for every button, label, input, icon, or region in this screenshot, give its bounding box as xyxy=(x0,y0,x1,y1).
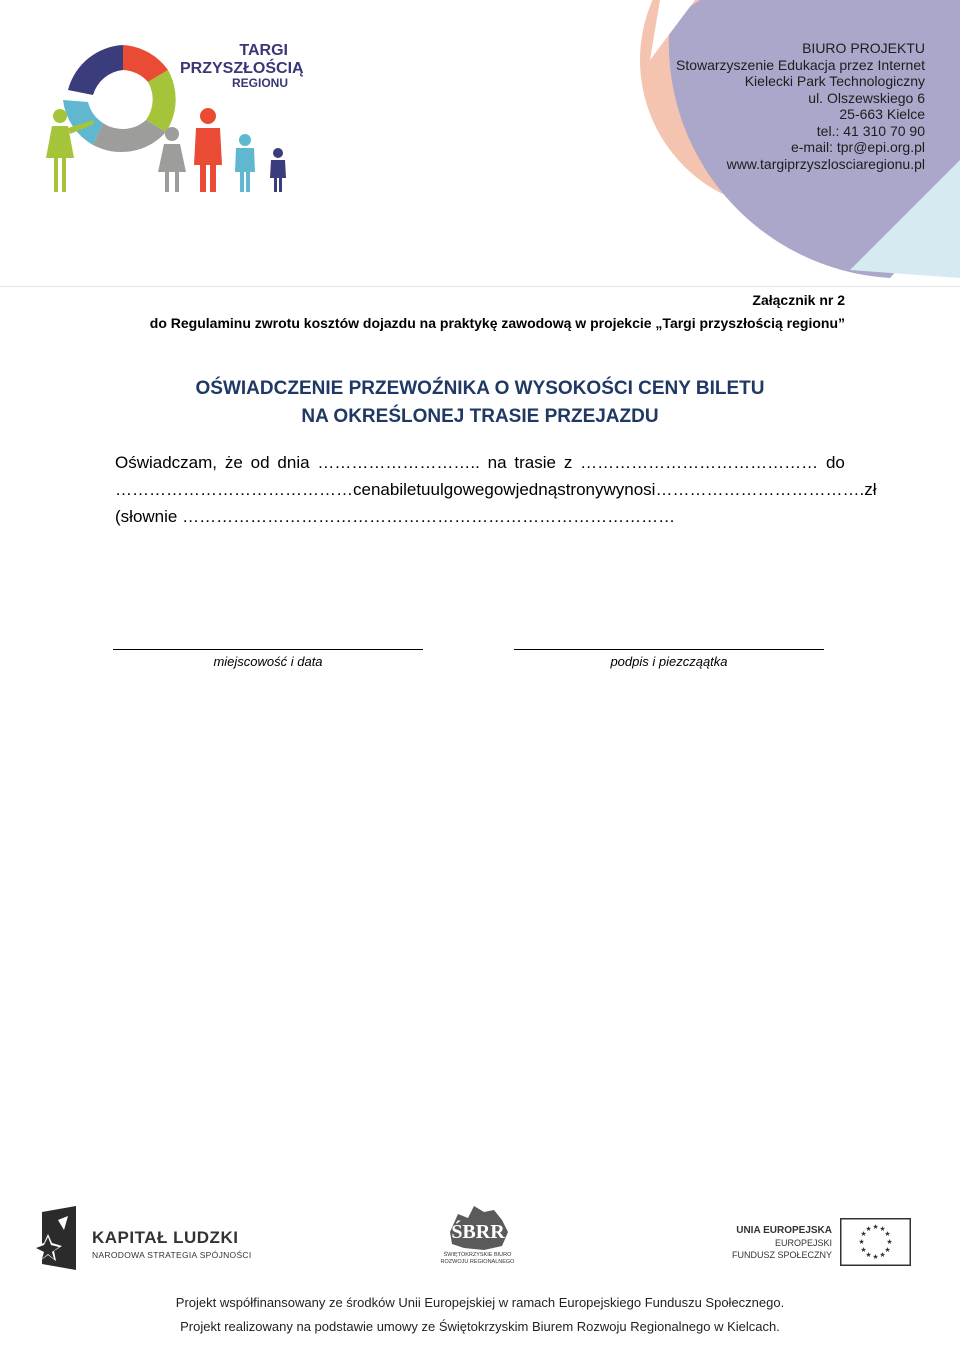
annex-number: Załącznik nr 2 xyxy=(752,292,845,308)
eu-flag-icon xyxy=(840,1218,911,1266)
office-line: Kielecki Park Technologiczny xyxy=(744,73,925,89)
svg-text:★: ★ xyxy=(886,1238,893,1246)
annex-heading xyxy=(150,289,845,335)
svg-text:★: ★ xyxy=(879,1225,886,1233)
annex-description: do Regulaminu zwrotu kosztów dojazdu na praktykę zawodową w projekcie „Targi przyszłością regionu” xyxy=(149,315,845,331)
place-date-caption: miejscowość i data xyxy=(213,654,323,669)
svg-text:★: ★ xyxy=(858,1238,865,1246)
office-line: 25-663 Kielce xyxy=(839,106,925,122)
amount-in-words: (słownie …………………………………………………………………………… xyxy=(115,507,676,526)
sbrr-mark: ŚBRR xyxy=(451,1221,505,1243)
place-date-line xyxy=(113,635,423,650)
price-blank: ………………………………. xyxy=(655,480,865,499)
kapital-ludzki-text xyxy=(92,1228,252,1260)
office-line: e-mail: tpr@epi.org.pl xyxy=(790,139,925,155)
kl-subtitle: NARODOWA STRATEGIA SPÓJNOŚCI xyxy=(92,1250,252,1260)
svg-text:★: ★ xyxy=(884,1230,891,1238)
word: jedną xyxy=(515,480,558,499)
svg-text:★: ★ xyxy=(860,1230,867,1238)
office-line: BIURO PROJEKTU xyxy=(802,40,925,56)
office-line: www.targiprzyszlosciaregionu.pl xyxy=(726,155,925,172)
word: że xyxy=(224,453,243,472)
svg-text:★: ★ xyxy=(884,1246,891,1254)
title-line-1: OŚWIADCZENIE PRZEWOŹNIKA O WYSOKOŚCI CENY BILETU xyxy=(195,378,765,399)
word: do xyxy=(825,453,845,472)
logo-line-1: TARGI xyxy=(239,42,288,59)
sbrr-logo-icon xyxy=(444,1202,512,1252)
kapital-ludzki-logo-icon xyxy=(34,1206,82,1272)
kl-title: KAPITAŁ LUDZKI xyxy=(92,1228,239,1247)
word: na xyxy=(487,453,507,472)
date-blank: ……………………….. xyxy=(317,453,480,472)
svg-text:★: ★ xyxy=(872,1223,879,1231)
agreement-note: Projekt realizowany na podstawie umowy ze Świętokrzyskim Biurem Rozwoju Regionalnego w Kielcach. xyxy=(180,1319,780,1334)
statement-body xyxy=(115,449,877,530)
statement-row-1 xyxy=(115,449,845,476)
word: z xyxy=(563,453,573,472)
signature-caption: podpis i piezcząątka xyxy=(610,654,728,669)
eu-line-1: UNIA EUROPEJSKA xyxy=(736,1225,832,1236)
signature-line xyxy=(514,635,824,650)
word: trasie xyxy=(514,453,556,472)
word: od xyxy=(250,453,270,472)
svg-text:★: ★ xyxy=(865,1225,872,1233)
eu-line-2: EUROPEJSKI xyxy=(774,1238,832,1248)
sbrr-caption xyxy=(440,1252,515,1266)
sbrr-caption-1: ŚWIĘTOKRZYSKIE BIURO xyxy=(443,1252,512,1258)
destination-blank: …………………………………… xyxy=(115,480,353,499)
svg-text:★: ★ xyxy=(860,1246,867,1254)
header-divider xyxy=(0,286,960,287)
statement-row-2 xyxy=(115,476,877,503)
office-line: Stowarzyszenie Edukacja przez Internet xyxy=(675,56,925,73)
cofinancing-note: Projekt współfinansowany ze środków Unii Europejskiej w ramach Europejskiego Funduszu Społecznego. xyxy=(175,1295,785,1310)
word: w xyxy=(503,480,516,499)
word: Oświadczam, xyxy=(115,453,218,472)
word: wynosi xyxy=(603,480,656,499)
office-line: tel.: 41 310 70 90 xyxy=(816,122,925,139)
svg-text:★: ★ xyxy=(879,1251,886,1259)
origin-blank: …………………………………… xyxy=(580,453,819,472)
word: cena xyxy=(353,480,390,499)
eu-fund-text xyxy=(732,1225,832,1261)
logo-line-2: PRZYSZŁOŚCIĄ xyxy=(180,59,304,77)
logo-line-3: REGIONU xyxy=(231,76,288,91)
word: dnia xyxy=(277,453,310,472)
svg-text:★: ★ xyxy=(872,1253,879,1261)
project-office-address xyxy=(676,40,925,172)
eu-line-3: FUNDUSZ SPOŁECZNY xyxy=(731,1250,832,1260)
office-line: ul. Olszewskiego 6 xyxy=(808,89,925,106)
word: zł xyxy=(864,480,877,499)
word: strony xyxy=(557,480,604,499)
signature-stamp xyxy=(514,635,824,669)
place-date-signature xyxy=(113,635,423,669)
logo-wordmark xyxy=(180,42,304,91)
word: biletu xyxy=(389,480,431,499)
word: ulgowego xyxy=(430,480,504,499)
title-line-2: NA OKREŚLONEJ TRASIE PRZEJAZDU xyxy=(301,406,659,427)
svg-text:★: ★ xyxy=(865,1251,872,1259)
document-title xyxy=(0,375,960,431)
sbrr-caption-2: ROZWOJU REGIONALNEGO xyxy=(440,1259,515,1265)
